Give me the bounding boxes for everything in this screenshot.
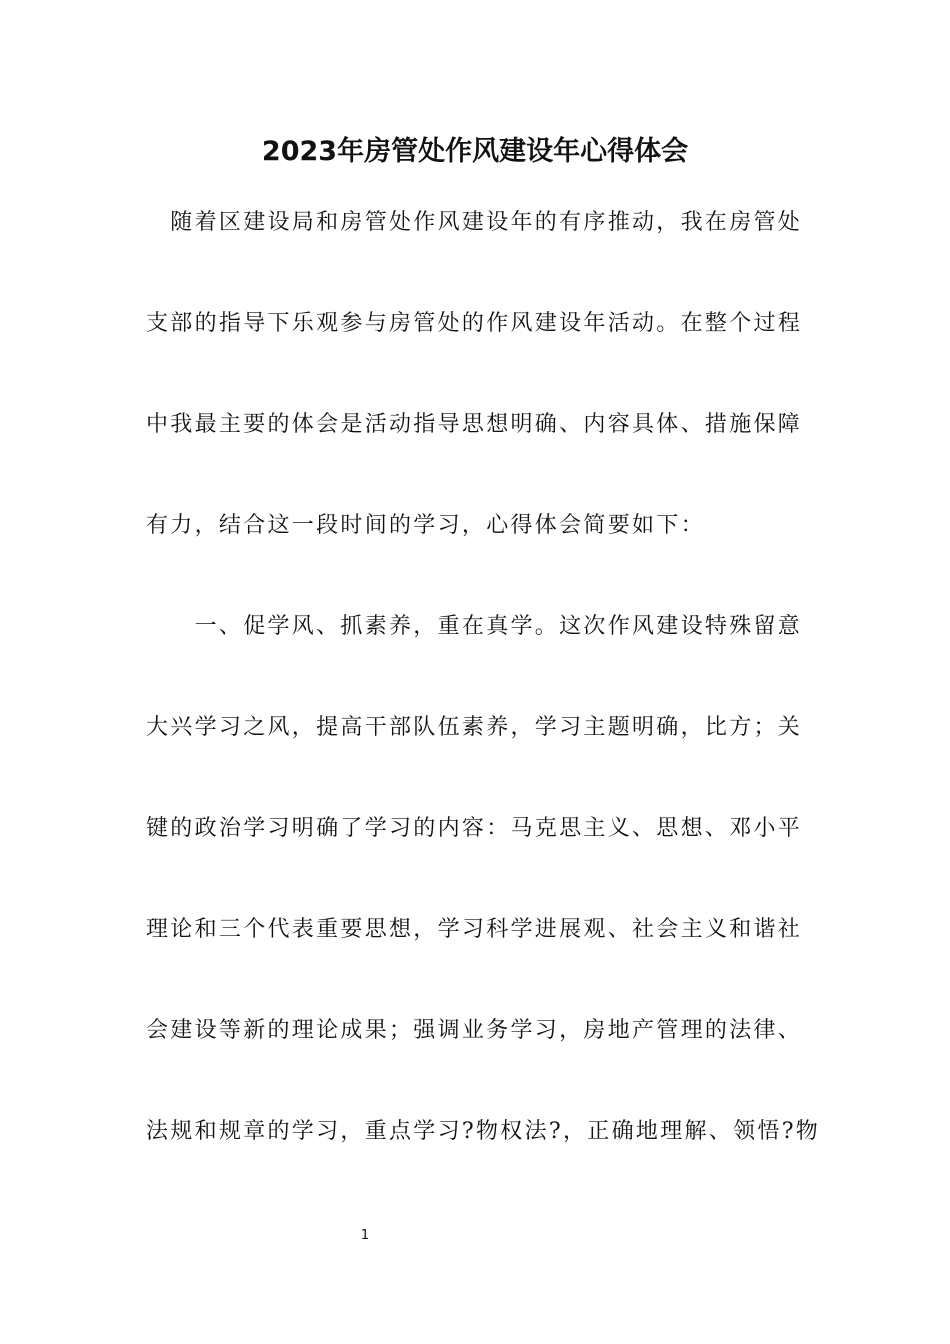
body-line: 理论和三个代表重要思想，学习科学进展观、社会主义和谐社: [146, 917, 803, 942]
page-number: 1: [360, 1228, 370, 1243]
body-line: 大兴学习之风，提高干部队伍素养，学习主题明确，比方；关: [146, 715, 803, 740]
document-title: 2023年房管处作风建设年心得体会: [261, 136, 689, 167]
body-line: 键的政治学习明确了学习的内容：马克思主义、思想、邓小平: [146, 816, 803, 841]
body-line: 中我最主要的体会是活动指导思想明确、内容具体、措施保障: [146, 412, 803, 437]
document-body: [146, 172, 821, 1182]
body-line: 支部的指导下乐观参与房管处的作风建设年活动。在整个过程: [146, 311, 803, 336]
body-line: 会建设等新的理论成果；强调业务学习，房地产管理的法律、: [146, 1018, 803, 1043]
body-line: 法规和规章的学习，重点学习?物权法?，正确地理解、领悟?物: [146, 1119, 821, 1144]
body-line: 随着区建设局和房管处作风建设年的有序推动，我在房管处: [146, 210, 803, 235]
body-line: 一、促学风、抓素养，重在真学。这次作风建设特殊留意: [146, 614, 803, 639]
body-line: 有力，结合这一段时间的学习，心得体会简要如下：: [146, 513, 705, 538]
